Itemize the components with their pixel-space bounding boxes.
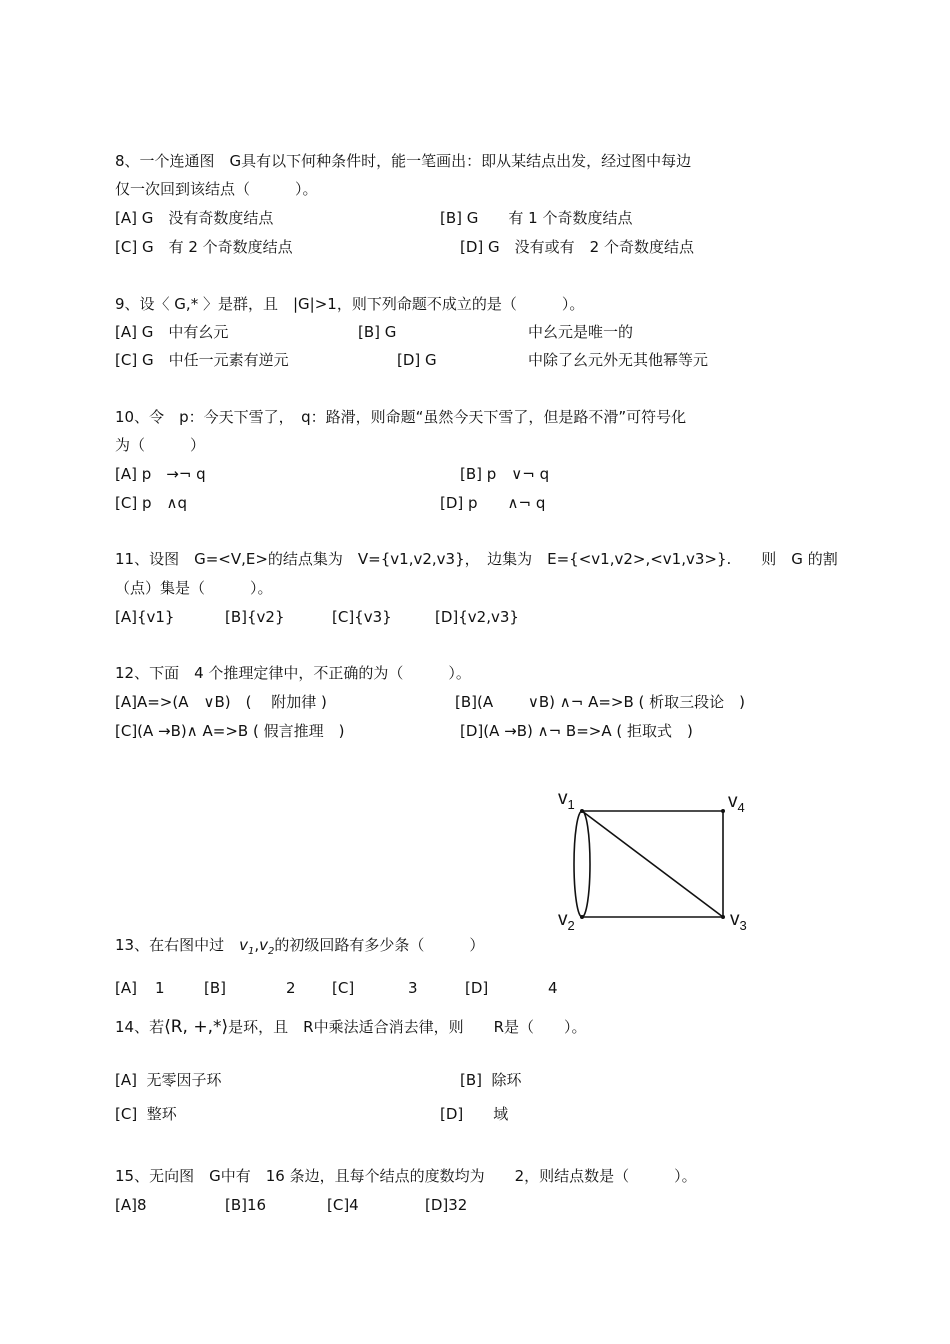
q13-option-b-label: [B]	[204, 979, 226, 997]
q13-option-c-label: [C]	[332, 979, 355, 997]
q13-v1: $v_1$	[239, 936, 255, 957]
q15-option-a: [A]8	[115, 1196, 147, 1214]
q13-stem: 13、在右图中过 $v_1,v_2$的初级回路有多少条（ ）	[115, 936, 485, 957]
q13-option-d-label: [D]	[465, 979, 489, 997]
q11-option-b: [B]{v2}	[225, 608, 285, 626]
q10-option-b: [B] p ∨¬ q	[460, 465, 550, 483]
q15-option-d: [D]32	[425, 1196, 468, 1214]
q13-stem-prefix: 13、在右图中过	[115, 936, 225, 954]
q13-v2: $v_2$	[259, 936, 275, 957]
q15-stem: 15、无向图 G中有 16 条边，且每个结点的度数均为 2，则结点数是（ ）。	[115, 1167, 697, 1185]
q9-option-a: [A] G 中有幺元	[115, 323, 229, 341]
q11-option-a: [A]{v1}	[115, 608, 175, 626]
q9-option-d-label: [D] G	[397, 351, 437, 369]
q14-option-a: [A] 无零因子环	[115, 1071, 222, 1089]
q14-option-d: [D] 域	[440, 1105, 509, 1123]
q9-option-b-label: [B] G	[358, 323, 397, 341]
vertex-v1	[580, 809, 584, 813]
q14-stem-prefix: 14、若	[115, 1018, 165, 1036]
q11-option-c: [C]{v3}	[332, 608, 392, 626]
q13-stem-suffix: 的初级回路有多少条（ ）	[274, 936, 485, 954]
vertex-v3	[721, 915, 725, 919]
vertex-v2	[580, 915, 584, 919]
q12-stem: 12、下面 4 个推理定律中，不正确的为（ ）。	[115, 664, 471, 682]
q14-option-c: [C] 整环	[115, 1105, 177, 1123]
edge-v1-v3	[582, 811, 723, 917]
q13-option-b-value: 2	[286, 979, 296, 997]
q11-stem-line1: 11、设图 G=<V,E>的结点集为 V={v1,v2,v3}， 边集为 E={<v1,v2>,<v1,v3>}. 则 G 的割	[115, 550, 838, 568]
q9-stem: 9、设〈 G,* 〉是群，且 |G|>1，则下列命题不成立的是（ ）。	[115, 295, 585, 313]
q14-option-b: [B] 除环	[460, 1071, 522, 1089]
q15-option-b: [B]16	[225, 1196, 267, 1214]
q12-option-c: [C](A →B)∧ A=>B ( 假言推理 )	[115, 722, 345, 740]
q14-stem	[115, 1017, 587, 1037]
edges-v1-v2-parallel	[574, 811, 590, 917]
q8-stem-line2: 仅一次回到该结点（ ）。	[115, 180, 318, 198]
q13-option-d-value: 4	[548, 979, 558, 997]
vertex-v4	[721, 809, 725, 813]
q10-option-a: [A] p →¬ q	[115, 465, 206, 483]
q13-graph-figure	[550, 782, 765, 942]
q9-option-c: [C] G 中任一元素有逆元	[115, 351, 289, 369]
q11-stem-line2: （点）集是（ ）。	[115, 579, 273, 597]
q9-option-d-text: 中除了幺元外无其他幂等元	[528, 351, 709, 369]
vertex-label-v3: $v_3$	[730, 909, 747, 933]
q8-stem-line1: 8、一个连通图 G具有以下何种条件时，能一笔画出：即从某结点出发，经过图中每边	[115, 152, 692, 170]
q8-option-b: [B] G 有 1 个奇数度结点	[440, 209, 633, 227]
q8-option-d: [D] G 没有或有 2 个奇数度结点	[460, 238, 694, 256]
q8-option-a: [A] G 没有奇数度结点	[115, 209, 274, 227]
q12-option-a: [A]A=>(A ∨B) ( 附加律 )	[115, 693, 327, 711]
q12-option-d: [D](A →B) ∧¬ B=>A ( 拒取式 )	[460, 722, 693, 740]
q15-option-c: [C]4	[327, 1196, 359, 1214]
q9-option-b-text: 中幺元是唯一的	[528, 323, 634, 341]
q10-option-c: [C] p ∧q	[115, 494, 187, 512]
q14-ring-notation: ⟨R, +,*⟩	[164, 1017, 229, 1037]
vertex-label-v2: $v_2$	[558, 909, 575, 933]
vertex-label-v1: $v_1$	[558, 788, 575, 812]
q13-option-a-value: 1	[155, 979, 165, 997]
q11-option-d: [D]{v2,v3}	[435, 608, 519, 626]
q13-option-a-label: [A]	[115, 979, 137, 997]
q13-option-c-value: 3	[408, 979, 418, 997]
q10-stem-line2: 为（ ）	[115, 436, 206, 454]
q10-stem-line1: 10、令 p：今天下雪了， q：路滑，则命题“虽然今天下雪了，但是路不滑”可符号化	[115, 408, 687, 426]
q14-stem-suffix: 是环，且 R中乘法适合消去律，则 R是（ ）。	[228, 1018, 587, 1036]
q8-option-c: [C] G 有 2 个奇数度结点	[115, 238, 293, 256]
q12-option-b: [B](A ∨B) ∧¬ A=>B ( 析取三段论 )	[455, 693, 746, 711]
vertex-label-v4: $v_4$	[728, 791, 745, 815]
q10-option-d: [D] p ∧¬ q	[440, 494, 546, 512]
